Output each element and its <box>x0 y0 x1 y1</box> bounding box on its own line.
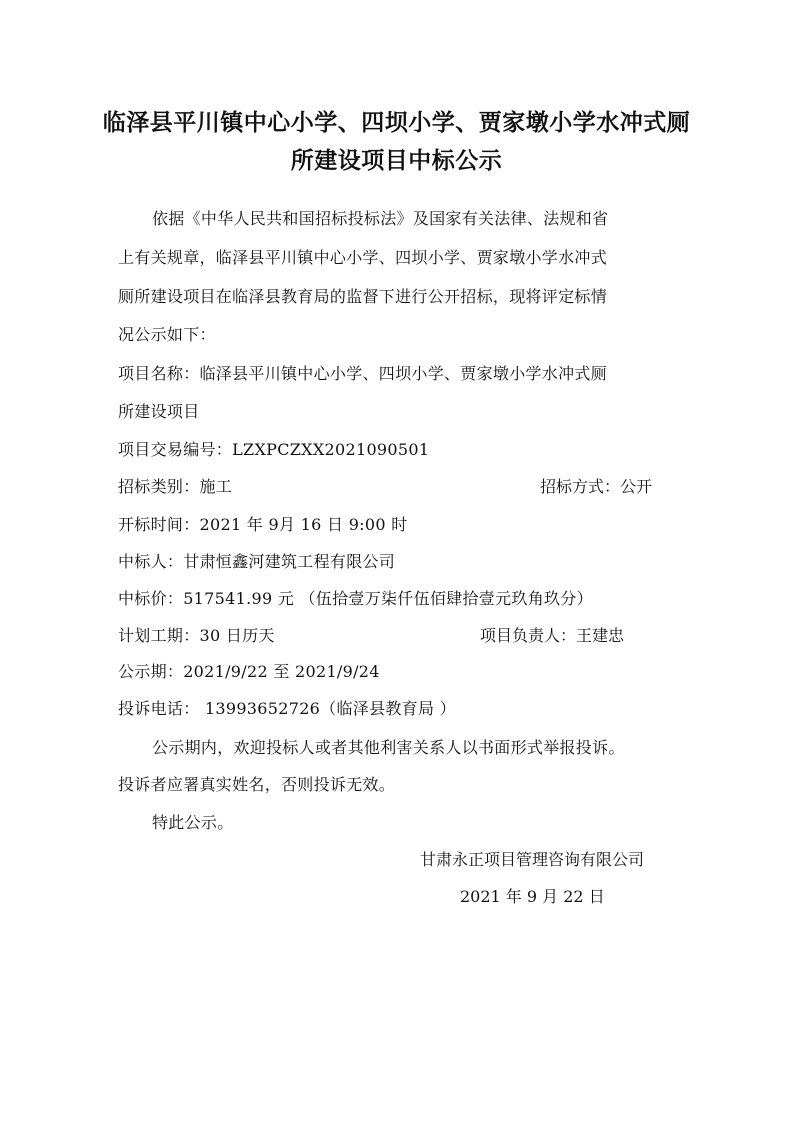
complaint-phone: 投诉电话： 13993652726（临泽县教育局 ） <box>118 699 456 718</box>
intro-line-3: 厕所建设项目在临泽县教育局的监督下进行公开招标，现将评定标情 <box>118 287 608 306</box>
project-name-line-2: 所建设项目 <box>118 402 200 421</box>
project-code: 项目交易编号：LZXPCZXX2021090501 <box>118 440 430 459</box>
issuer: 甘肃永正项目管理咨询有限公司 <box>420 850 645 869</box>
document-title-line-2: 所建设项目中标公示 <box>290 148 503 174</box>
closing: 特此公示。 <box>152 813 234 832</box>
notice-line-1: 公示期内，欢迎投标人或者其他利害关系人以书面形式举报投诉。 <box>152 738 625 757</box>
project-manager: 项目负责人：王建忠 <box>480 626 625 645</box>
project-name-line-1: 项目名称：临泽县平川镇中心小学、四坝小学、贾家墩小学水冲式厕 <box>118 364 608 383</box>
intro-line-1: 依据《中华人民共和国招标投标法》及国家有关法律、法规和省 <box>152 209 609 228</box>
document-title-line-1: 临泽县平川镇中心小学、四坝小学、贾家墩小学水冲式厕 <box>102 110 691 136</box>
notice-period: 公示期：2021/9/22 至 2021/9/24 <box>118 662 380 681</box>
intro-line-2: 上有关规章，临泽县平川镇中心小学、四坝小学、贾家墩小学水冲式 <box>118 248 608 267</box>
issue-date: 2021 年 9 月 22 日 <box>460 887 605 906</box>
open-time: 开标时间：2021 年 9月 16 日 9:00 时 <box>118 515 408 534</box>
winning-price: 中标价：517541.99 元 （伍拾壹万柒仟伍佰肆拾壹元玖角玖分） <box>118 589 593 608</box>
winner: 中标人：甘肃恒鑫河建筑工程有限公司 <box>118 552 396 571</box>
bid-category: 招标类别：施工 <box>118 477 233 496</box>
duration: 计划工期：30 日历天 <box>118 626 275 645</box>
notice-line-2: 投诉者应署真实姓名，否则投诉无效。 <box>118 775 396 794</box>
intro-line-4: 况公示如下： <box>118 325 216 344</box>
bid-method: 招标方式：公开 <box>540 477 653 496</box>
